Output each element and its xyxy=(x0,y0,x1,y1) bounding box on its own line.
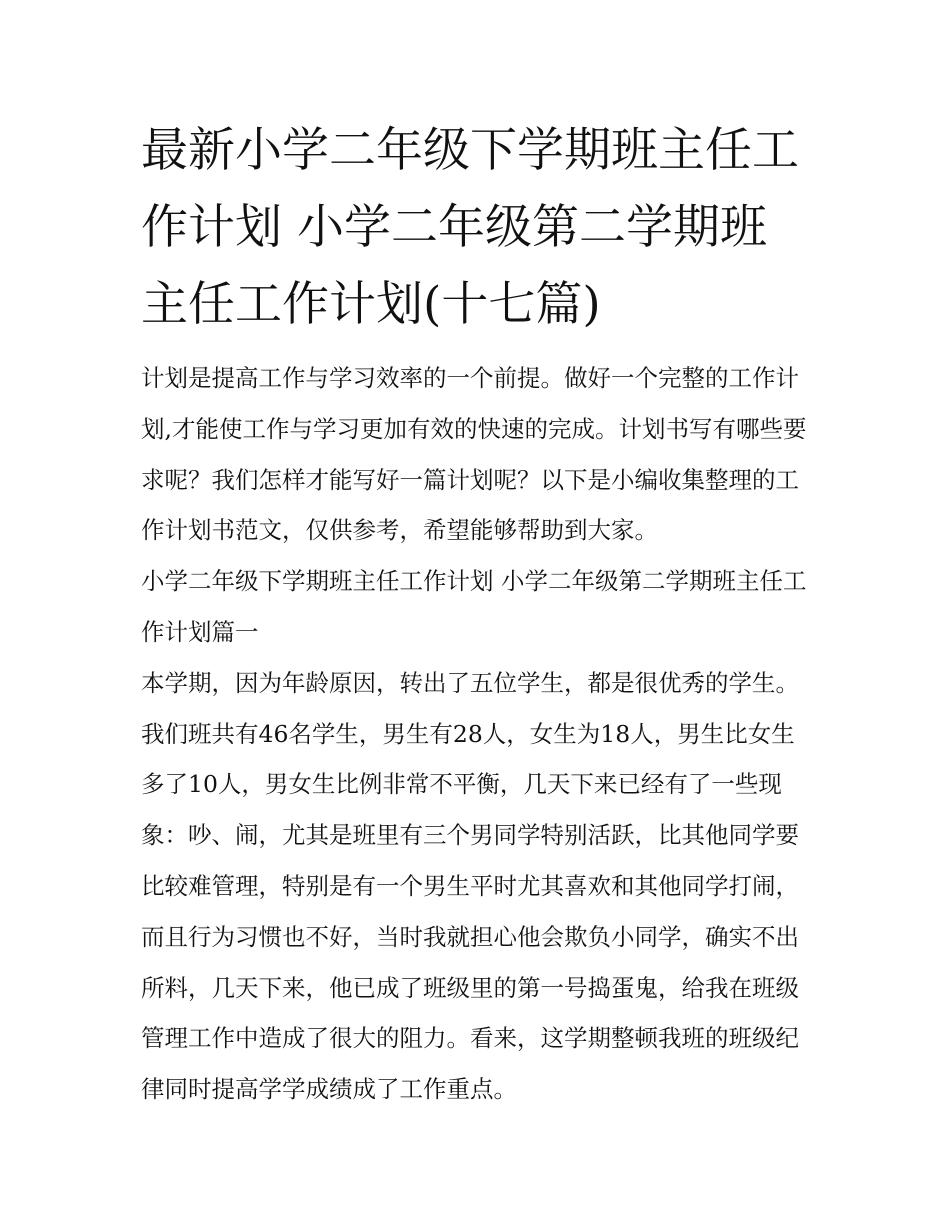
body-paragraph: 本学期，因为年龄原因，转出了五位学生，都是很优秀的学生。我们班共有46名学生，男生有28人，女生为18人，男生比女生多了10人，男女生比例非常不平衡，几天下来已经有了一些现象：吵、闹，尤其是班里有三个男同学特别活跃，比其他同学要比较难管理，特别是有一个男生平时尤其喜欢和其他同学打闹，而且行为习惯也不好，当时我就担心他会欺负小同学，确实不出所料，几天下来，他已成了班级里的第一号捣蛋鬼，给我在班级管理工作中造成了很大的阻力。看来，这学期整顿我班的班级纪律同时提高学学成绩成了工作重点。 xyxy=(141,668,799,1104)
document-title: 最新小学二年级下学期班主任工作计划 小学二年级第二学期班主任工作计划(十七篇) xyxy=(141,123,799,332)
section-heading: 小学二年级下学期班主任工作计划 小学二年级第二学期班主任工作计划篇一 xyxy=(141,567,807,646)
document-content xyxy=(141,112,813,1115)
intro-paragraph: 计划是提高工作与学习效率的一个前提。做好一个完整的工作计划,才能使工作与学习更加有效的快速的完成。计划书写有哪些要求呢？我们怎样才能写好一篇计划呢？以下是小编收集整理的工作计划书范文，仅供参考，希望能够帮助到大家。 xyxy=(141,364,807,545)
document-body xyxy=(141,353,813,1115)
